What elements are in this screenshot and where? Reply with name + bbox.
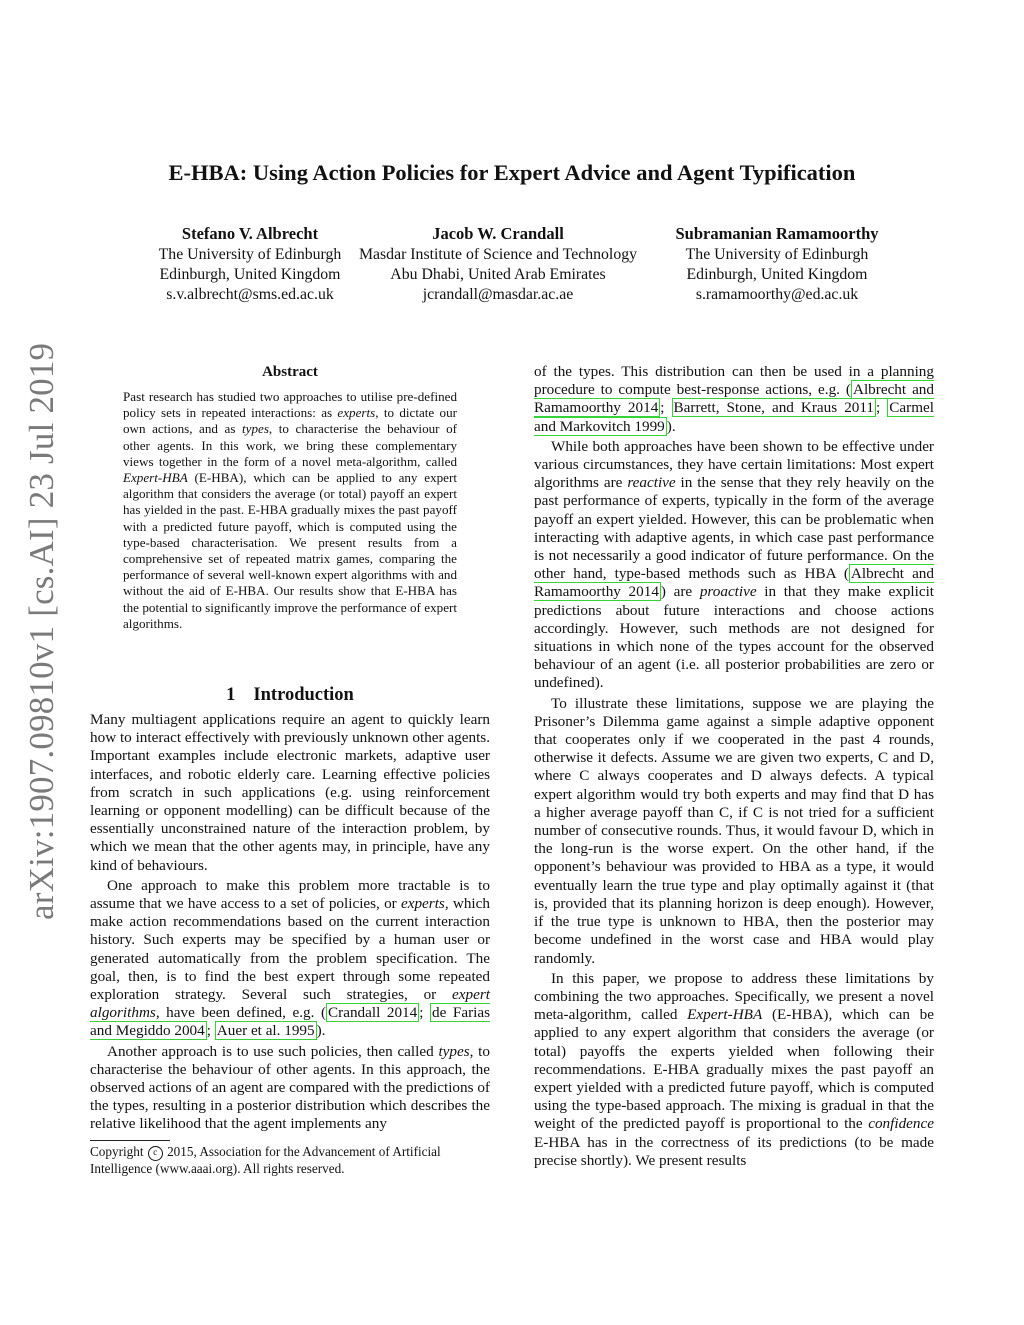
author-location: Edinburgh, United Kingdom [686, 266, 868, 283]
author-location: Edinburgh, United Kingdom [159, 266, 341, 283]
paragraph: Another approach is to use such policies, then called types, to characterise the behaviour of other agents. In this approach, the observed actions of an agent are compared with the predictions of the types, resulting in a posterior distribution which describes the relative likelihood that the agent implements any [90, 1042, 490, 1133]
author-block [135, 224, 365, 305]
paragraph: of the types. This distribution can then be used in a planning procedure to compute best-response actions, e.g. ( Albrecht and Ramamoorthy 2014 ; Barrett, Stone, and Kraus 2011 ; Carmel and Markovitch 1999 ). [534, 363, 934, 435]
section-number: 1 [226, 685, 236, 705]
abstract-heading: Abstract [262, 364, 318, 380]
paragraph: In this paper, we propose to address these limitations by combining the two approaches. Specifically, we present a novel meta-algorithm, called Expert-HBA (E-HBA), which can be applied to any expert algorithm that considers the average (or total) payoffs the experts yielded when following their recommendations. E-HBA gradually mixes the past payoff an expert yielded with a predicted future payoff, which is computed using the type-based approach. The mixing is gradual in that the weight of the predicted payoff is proportional to the confidence E-HBA has in the correctness of its predictions (to be made precise shortly). We present results [534, 969, 934, 1169]
author-affiliation: The University of Edinburgh [685, 246, 869, 263]
abstract-text: Past research has studied two approaches to utilise pre-defined policy sets in repeated interactions: as experts, to dictate our own actions, and as types, to characterise the behaviour of other agents. In this work, we bring these complementary views together in the form of a novel meta-algorithm, called Expert-HBA (E-HBA), which can be applied to any expert algorithm that considers the average (or total) payoff an expert has yielded in the past. E-HBA gradually mixes the past payoff with a predicted future payoff, which is computed using the type-based characterisation. We present results from a comprehensive set of repeated matrix games, comparing the performance of several well-known expert algorithms with and without the aid of E-HBA. Our results show that E-HBA has the potential to significantly improve the performance of expert algorithms. [123, 389, 457, 631]
author-affiliation: Masdar Institute of Science and Technology [358, 246, 638, 263]
section-title: Introduction [253, 685, 354, 705]
copyright-footnote: Copyright c 2015, Association for the Advancement of Artificial Intelligence (www.aaai.org). All rights reserved. [90, 1144, 441, 1176]
citation-link[interactable]: Albrecht and Ramamoorthy 2014 [534, 565, 934, 601]
left-column [90, 711, 490, 1134]
author-email: s.ramamoorthy@ed.ac.uk [695, 286, 859, 303]
section-heading [90, 685, 490, 706]
author-block [342, 224, 654, 305]
citation-link[interactable]: Albrecht and Ramamoorthy 2014 [534, 381, 934, 417]
paragraph: One approach to make this problem more tractable is to assume that we have access to a set of policies, or experts, which make action recommendations based on the current interaction history. Such experts may be specified by a human user or generated automatically from the problem specification. The goal, then, is to find the best expert through some repeated exploration strategy. Several such strategies, or expert algorithms, have been defined, e.g. ( Crandall 2014 ; de Farias and Megiddo 2004 ; Auer et al. 1995 ). [90, 876, 490, 1040]
citation-link[interactable]: Crandall 2014 [328, 1004, 418, 1022]
right-column [534, 363, 934, 1170]
author-name: Jacob W. Crandall [432, 224, 564, 243]
paragraph: While both approaches have been shown to be effective under various circumstances, they have certain limitations: Most expert algorithms are reactive in the sense that they rely heavily on the past performance of experts, typically in the form of the average payoff an expert yielded. However, this can be problematic when interacting with adaptive agents, in which case past performance is not necessarily a good indicator of future performance. On the other hand, type-based methods such as HBA ( Albrecht and Ramamoorthy 2014 ) are proactive in that they make explicit predictions about future interactions and choose actions accordingly. However, such methods are not designed for situations in which none of the types account for the observed behaviour of an agent (i.e. all posterior probabilities are zero or undefined). [534, 437, 935, 692]
author-email: jcrandall@masdar.ac.ae [422, 286, 574, 303]
author-affiliation: The University of Edinburgh [158, 246, 342, 263]
footnote-rule [90, 1140, 170, 1141]
citation-link[interactable]: de Farias and Megiddo 2004 [90, 1004, 490, 1040]
author-email: s.v.albrecht@sms.ed.ac.uk [166, 286, 334, 303]
citation-link[interactable]: Carmel and Markovitch 1999 [534, 399, 934, 435]
citation-link[interactable]: Barrett, Stone, and Kraus 2011 [673, 399, 875, 417]
author-name: Stefano V. Albrecht [181, 224, 319, 243]
citation-link[interactable]: Auer et al. 1995 [216, 1022, 315, 1040]
paragraph: Many multiagent applications require an agent to quickly learn how to interact effectively with previously unknown other agents. Important examples include electronic markets, adaptive user interfaces, and robotic elderly care. Learning effective policies from scratch in such applications (e.g. using reinforcement learning or opponent modelling) can be difficult because of the essentially unconstrained nature of the interaction problem, by which we mean that the other agents may, in principle, have any kind of behaviours. [90, 711, 490, 874]
paragraph: To illustrate these limitations, suppose we are playing the Prisoner’s Dilemma game against a simple adaptive opponent that cooperates only if we cooperated in the past 4 rounds, otherwise it defects. Assume we are given two experts, C and D, where C always cooperates and D always defects. A typical expert algorithm would try both experts and may find that D has a higher average payoff than C, if C is not tried for a sufficient number of consecutive rounds. Thus, it would favour D, which in the long-run is the worse expert. On the other hand, if the opponent’s behaviour was provided to HBA as a type, it would eventually learn the true type and play optimally against it (that is, provided that its planning horizon is deep enough). However, if the true type is unknown to HBA, then the posterior may become undefined in the worst case and HBA would play randomly. [534, 694, 934, 967]
paper-title: E-HBA: Using Action Policies for Expert Advice and Agent Typification [168, 160, 856, 185]
author-location: Abu Dhabi, United Arab Emirates [390, 266, 606, 283]
arxiv-stamp: arXiv:1907.09810v1 [cs.AI] 23 Jul 2019 [22, 342, 61, 920]
author-name: Subramanian Ramamoorthy [675, 224, 879, 243]
copyright-icon: c [148, 1146, 163, 1161]
author-block [652, 224, 902, 305]
